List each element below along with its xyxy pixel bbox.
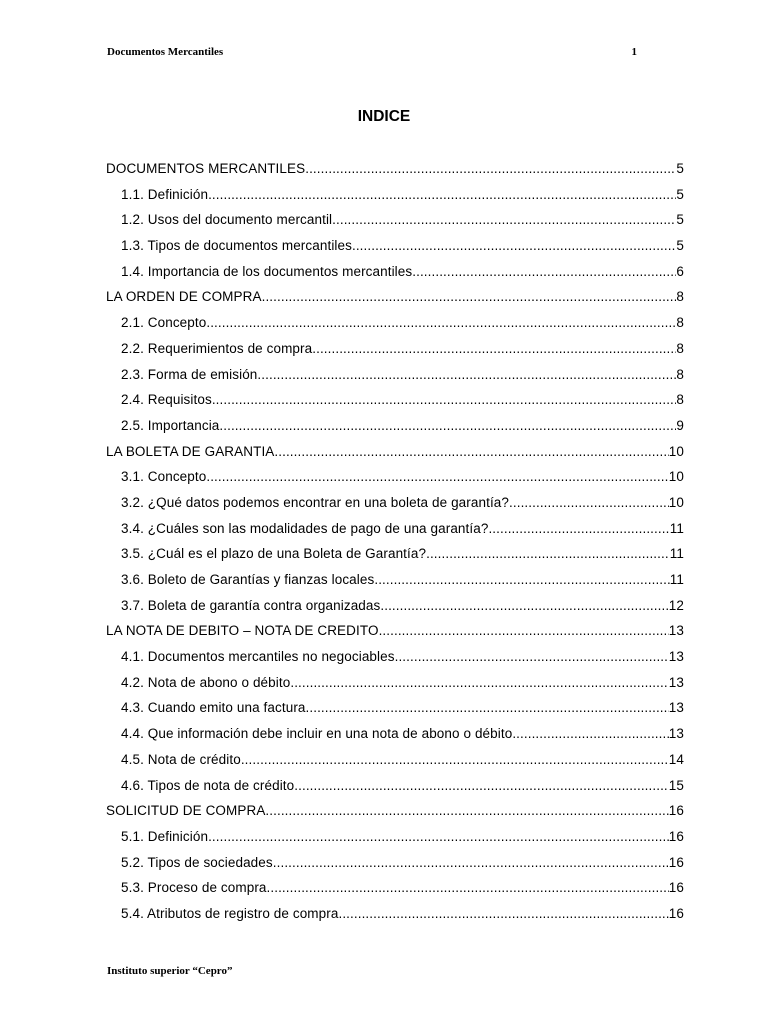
toc-entry-label: 5.2. Tipos de sociedades	[121, 854, 273, 870]
toc-entry-page: 6	[676, 263, 684, 279]
toc-entry-label: 1.4. Importancia de los documentos mercantiles	[121, 263, 413, 279]
toc-subsection-entry[interactable]	[106, 310, 684, 336]
toc-entry-page: 16	[668, 828, 684, 844]
toc-subsection-entry[interactable]	[106, 747, 684, 773]
toc-subsection-entry[interactable]	[106, 413, 684, 439]
toc-entry-label: 3.1. Concepto	[121, 469, 207, 485]
toc-leader-dots	[206, 310, 676, 336]
toc-leader-dots	[512, 721, 668, 747]
toc-entry-label: 5.4. Atributos de registro de compra	[121, 905, 339, 921]
toc-leader-dots	[306, 695, 669, 721]
toc-entry-label: 4.3. Cuando emito una factura	[121, 700, 306, 716]
toc-entry-page: 16	[668, 803, 684, 819]
page-footer: Instituto superior “Cepro”	[107, 965, 233, 977]
toc-subsection-entry[interactable]	[106, 490, 684, 516]
toc-entry-page: 5	[676, 212, 684, 228]
toc-entry-label: 3.4. ¿Cuáles son las modalidades de pago de una garantía?	[121, 520, 489, 536]
toc-entry-label: 3.6. Boleto de Garantías y fianzas locales	[121, 572, 375, 587]
toc-entry-label: 4.6. Tipos de nota de crédito	[121, 777, 295, 793]
toc-subsection-entry[interactable]	[106, 593, 684, 619]
toc-leader-dots	[274, 439, 668, 465]
toc-subsection-entry[interactable]	[106, 670, 684, 696]
toc-subsection-entry[interactable]	[106, 207, 684, 233]
toc-entry-page: 15	[668, 777, 684, 793]
toc-leader-dots	[395, 644, 669, 670]
toc-subsection-entry[interactable]	[106, 901, 684, 927]
toc-leader-dots	[265, 798, 668, 824]
toc-section-entry[interactable]	[106, 284, 684, 310]
toc-entry-page: 8	[676, 392, 684, 408]
toc-leader-dots	[262, 284, 677, 310]
toc-leader-dots	[426, 541, 670, 567]
toc-entry-page: 11	[669, 520, 684, 536]
toc-leader-dots	[412, 259, 676, 285]
toc-section-entry[interactable]	[106, 798, 684, 824]
toc-entry-page: 11	[669, 546, 684, 562]
toc-subsection-entry[interactable]	[106, 875, 684, 901]
toc-leader-dots	[206, 464, 668, 490]
toc-subsection-entry[interactable]	[106, 362, 684, 388]
toc-entry-label: LA NOTA DE DEBITO – NOTA DE CREDITO	[106, 623, 379, 639]
toc-entry-label: 2.2. Requerimientos de compra	[121, 340, 313, 356]
toc-subsection-entry[interactable]	[106, 336, 684, 362]
toc-entry-label: 3.5. ¿Cuál es el plazo de una Boleta de Garantía?	[121, 546, 427, 562]
toc-entry-page: 8	[676, 340, 684, 356]
toc-entry-page: 9	[676, 417, 684, 433]
toc-leader-dots	[332, 207, 676, 233]
toc-subsection-entry[interactable]	[106, 387, 684, 413]
toc-entry-page: 16	[668, 905, 684, 921]
toc-entry-page: 5	[676, 161, 684, 176]
toc-subsection-entry[interactable]	[106, 182, 684, 208]
toc-leader-dots	[208, 182, 676, 208]
toc-entry-page: 10	[668, 469, 684, 485]
toc-subsection-entry[interactable]	[106, 567, 684, 593]
toc-entry-page: 13	[668, 726, 684, 742]
toc-subsection-entry[interactable]	[106, 644, 684, 670]
toc-subsection-entry[interactable]	[106, 773, 684, 799]
toc-entry-label: 2.1. Concepto	[121, 315, 207, 331]
toc-leader-dots	[294, 773, 669, 799]
toc-entry-label: DOCUMENTOS MERCANTILES	[106, 161, 306, 176]
toc-leader-dots	[212, 387, 677, 413]
toc-entry-page: 10	[668, 443, 684, 459]
toc-leader-dots	[509, 490, 669, 516]
toc-leader-dots	[267, 875, 669, 901]
toc-leader-dots	[379, 618, 669, 644]
toc-subsection-entry[interactable]	[106, 464, 684, 490]
toc-entry-label: 2.5. Importancia	[121, 417, 220, 433]
toc-entry-label: SOLICITUD DE COMPRA	[106, 803, 266, 819]
toc-entry-page: 8	[676, 315, 684, 331]
toc-subsection-entry[interactable]	[106, 541, 684, 567]
toc-subsection-entry[interactable]	[106, 695, 684, 721]
toc-leader-dots	[312, 336, 676, 362]
toc-entry-label: 5.3. Proceso de compra	[121, 880, 267, 896]
toc-subsection-entry[interactable]	[106, 824, 684, 850]
toc-subsection-entry[interactable]	[106, 721, 684, 747]
toc-entry-label: LA ORDEN DE COMPRA	[106, 289, 262, 305]
header-title: Documentos Mercantiles	[107, 46, 224, 58]
toc-entry-page: 8	[676, 289, 684, 305]
toc-entry-label: 4.5. Nota de crédito	[121, 751, 241, 767]
toc-entry-label: 2.4. Requisitos	[121, 392, 212, 408]
toc-entry-page: 16	[668, 880, 684, 896]
toc-leader-dots	[208, 824, 669, 850]
toc-section-entry[interactable]	[106, 618, 684, 644]
page-header	[107, 46, 637, 62]
toc-leader-dots	[374, 567, 669, 593]
toc-entry-page: 10	[668, 494, 684, 510]
header-page-number: 1	[631, 46, 637, 58]
toc-subsection-entry[interactable]	[106, 233, 684, 259]
toc-entry-label: 1.1. Definición	[121, 186, 209, 202]
toc-entry-label: 3.2. ¿Qué datos podemos encontrar en una boleta de garantía?	[121, 494, 510, 510]
toc-entry-page: 5	[676, 238, 684, 254]
toc-leader-dots	[352, 233, 676, 259]
toc-entry-label: 1.3. Tipos de documentos mercantiles	[121, 238, 352, 254]
toc-section-entry[interactable]	[106, 439, 684, 465]
toc-subsection-entry[interactable]	[106, 850, 684, 876]
toc-entry-label: 4.2. Nota de abono o débito	[121, 674, 291, 690]
toc-leader-dots	[338, 901, 668, 927]
toc-leader-dots	[305, 156, 676, 182]
toc-entry-page: 8	[676, 366, 684, 382]
toc-entry-page: 5	[676, 186, 684, 202]
table-of-contents	[106, 156, 684, 927]
toc-entry-page: 11	[669, 572, 684, 587]
toc-entry-label: 4.4. Que información debe incluir en una nota de abono o débito	[121, 726, 513, 742]
toc-entry-page: 13	[668, 623, 684, 639]
toc-leader-dots	[488, 516, 669, 542]
toc-entry-label: 1.2. Usos del documento mercantil	[121, 212, 333, 228]
toc-entry-page: 13	[668, 700, 684, 716]
toc-leader-dots	[219, 413, 676, 439]
toc-entry-label: 5.1. Definición	[121, 828, 209, 844]
toc-leader-dots	[273, 850, 669, 876]
toc-subsection-entry[interactable]	[106, 259, 684, 285]
toc-subsection-entry[interactable]	[106, 516, 684, 542]
toc-leader-dots	[380, 593, 668, 619]
toc-title: INDICE	[357, 108, 411, 125]
toc-entry-page: 13	[668, 674, 684, 690]
toc-entry-label: LA BOLETA DE GARANTIA	[106, 443, 275, 459]
toc-entry-page: 12	[668, 597, 684, 613]
toc-section-entry[interactable]	[106, 156, 684, 182]
toc-entry-label: 2.3. Forma de emisión	[121, 366, 258, 382]
toc-entry-label: 3.7. Boleta de garantía contra organizadas	[121, 597, 381, 613]
toc-entry-page: 14	[668, 751, 684, 767]
toc-leader-dots	[241, 747, 669, 773]
toc-leader-dots	[257, 362, 676, 388]
toc-entry-label: 4.1. Documentos mercantiles no negociables	[121, 649, 395, 665]
toc-entry-page: 16	[668, 854, 684, 870]
toc-leader-dots	[290, 670, 668, 696]
toc-entry-page: 13	[668, 649, 684, 665]
